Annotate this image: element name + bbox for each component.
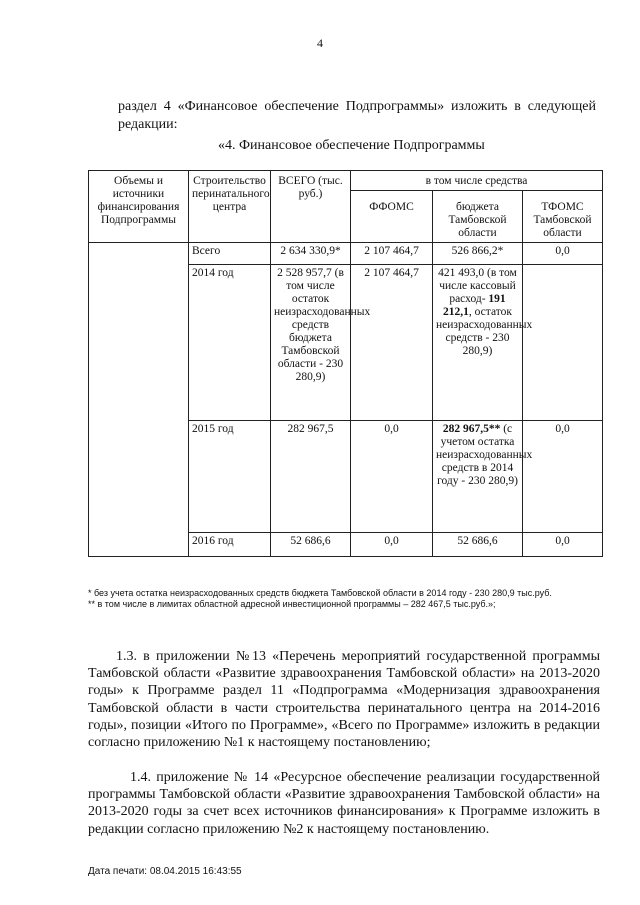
footnote-2: ** в том числе в лимитах областной адресной инвестиционной программы – 282 467,5 тыс.руб.»; [88,599,496,609]
cell-tfoms: 0,0 [523,533,603,557]
cell-total: 282 967,5 [271,421,351,533]
row-label: 2016 год [189,533,271,557]
header-tfoms: ТФОМС Тамбовской области [523,191,603,243]
financing-table [88,170,603,557]
footnotes [88,588,604,610]
paragraph-1-4: 1.4. приложение № 14 «Ресурсное обеспечение реализации государственной программы Тамбовской области «Развитие здравоохранения Тамбовской области» на 2013-2020 годы за счет всех источников финансирования» к Программе изложить в редакции согласно приложению №2 к настоящему постановлению. [88,770,600,837]
cell-ffoms: 0,0 [351,421,433,533]
cell-tfoms: 0,0 [523,243,603,265]
cell-tfoms: 0,0 [523,421,603,533]
budget-value: 282 967,5** [442,423,501,435]
header-sources: Объемы и источники финансирования Подпрограммы [89,171,189,243]
table-header-row [89,171,603,191]
intro-paragraph: раздел 4 «Финансовое обеспечение Подпрограммы» изложить в следующей редакции: [118,99,596,132]
row-label: Всего [189,243,271,265]
paragraph-1-3: 1.3. в приложении №13 «Перечень мероприятий государственной программы Тамбовской области «Развитие здравоохранения Тамбовской области» на 2013-2020 годы» к Программе раздел 11 «Подпрограмма «Модернизация здравоохранения Тамбовской области в части строительства перинатального центра на 2014-2016 годы», позиции «Итого по Программе», «Всего по Программе» изложить в редакции согласно приложению №1 к настоящему постановлению; [88,649,600,751]
budget-text-part: 421 493,0 (в том числе кассовый расход- [438,267,517,305]
row-label: 2014 год [189,265,271,421]
cell-ffoms: 2 107 464,7 [351,243,433,265]
cell-budget: 526 866,2* [433,243,523,265]
page-number: 4 [317,36,323,50]
header-construction: Строительство перинатального центра [189,171,271,243]
header-region-budget: бюджета Тамбовской области [433,191,523,243]
header-total: ВСЕГО (тыс. руб.) [271,171,351,243]
section-title: «4. Финансовое обеспечение Подпрограммы [218,138,485,153]
header-including-group: в том числе средства [351,171,603,191]
cell-budget: 52 686,6 [433,533,523,557]
cell-total: 52 686,6 [271,533,351,557]
cell-ffoms: 0,0 [351,533,433,557]
header-ffoms: ФФОМС [351,191,433,243]
budget-cash-expense: 191 212,1 [443,293,506,318]
print-date: Дата печати: 08.04.2015 16:43:55 [88,866,242,877]
empty-cell [89,243,189,557]
cell-ffoms: 2 107 464,7 [351,265,433,421]
row-label: 2015 год [189,421,271,533]
cell-total: 2 634 330,9* [271,243,351,265]
cell-tfoms [523,265,603,421]
table-row [89,243,603,265]
budget-text-part: (с учетом остатка неизрасходованных средств в 2014 году - 230 280,9) [436,423,533,487]
cell-budget [433,421,533,533]
footnote-1: * без учета остатка неизрасходованных средств бюджета Тамбовской области в 2014 году - 230 280,9 тыс.руб. [88,588,552,598]
cell-total: 2 528 957,7 (в том числе остаток неизрасходованных средств бюджета Тамбовской области - 230 280,9) [271,265,351,421]
budget-text-part: , остаток неизрасходованных средств - 230 280,9) [436,306,533,357]
cell-budget [433,265,533,421]
